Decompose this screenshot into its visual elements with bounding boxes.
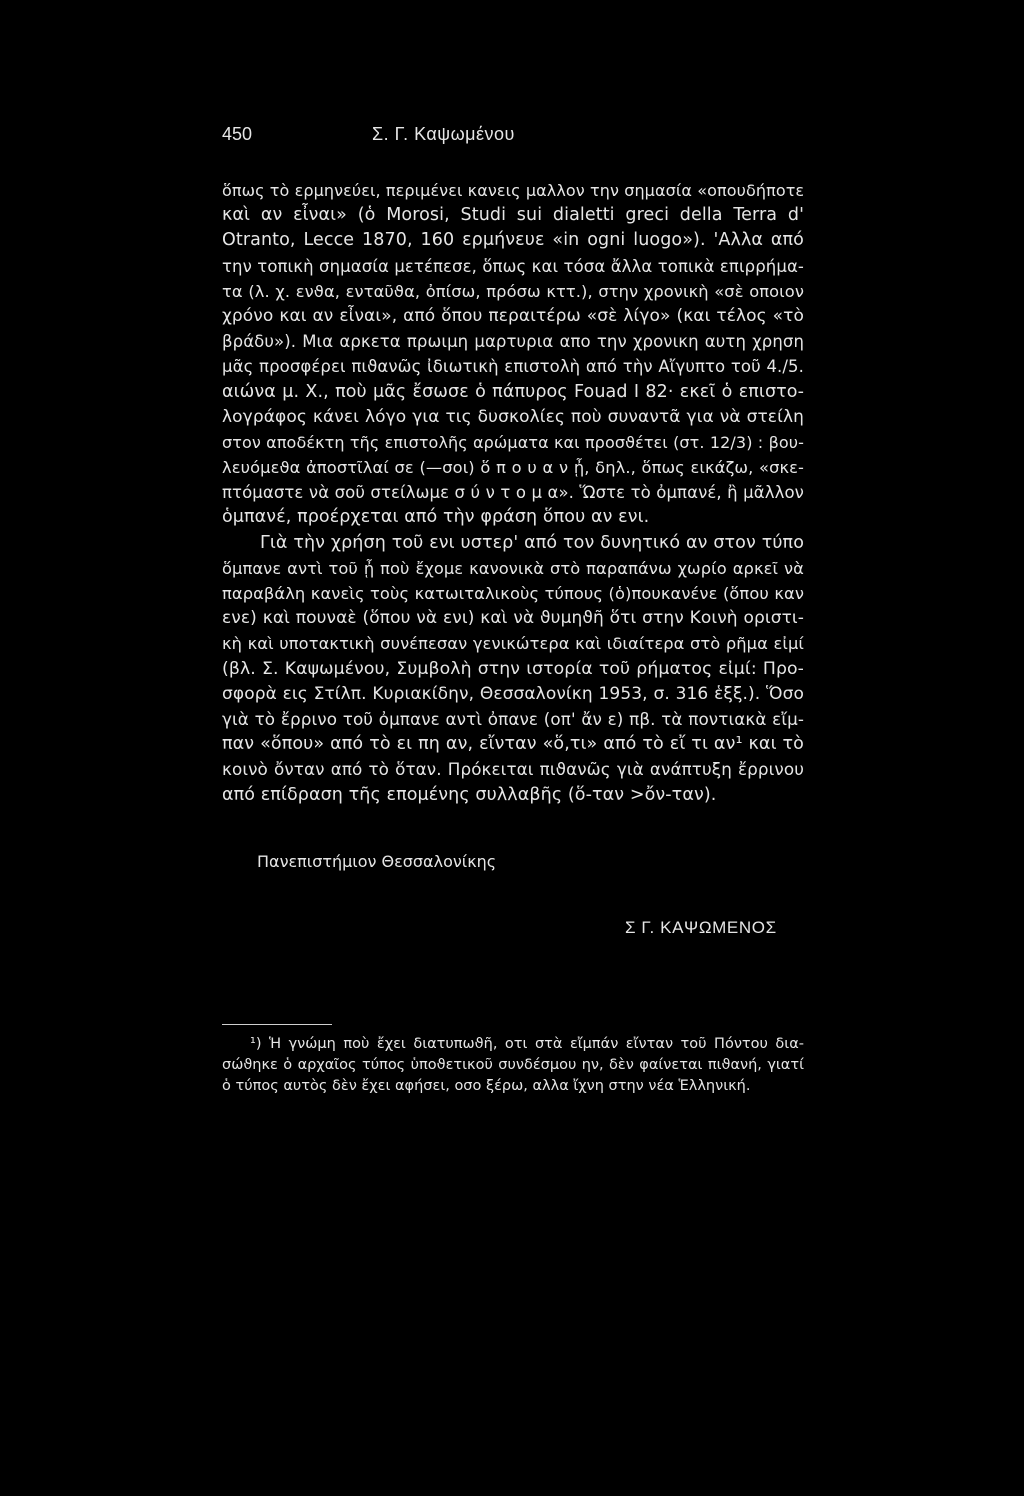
body-line: παραβάλη κανεὶς τοὺς κατωιταλικοὺς τύπους (ὁ)πουκανένε (ὅπου καν [222, 584, 804, 603]
body-line: ὁμπανέ, προέρχεται από τὴν φράση ὅπου αν ενι. [222, 507, 650, 528]
running-head: Σ. Γ. Καψωμένου [372, 124, 515, 144]
body-line: την τοπικὴ σημασία μετέπεσε, ὅπως και τόσα ἄλλα τοπικὰ επιρρήμα- [222, 256, 804, 276]
body-line: κὴ καὶ υποτακτικὴ συνέπεσαν γενικώτερα καὶ ιδιαίτερα στὸ ρῆμα εἰμί [222, 634, 804, 654]
affiliation: Πανεπιστήμιον Θεσσαλονίκης [257, 852, 497, 871]
page-header [222, 124, 804, 148]
footnote [222, 1034, 804, 1097]
body-line: παν «ὅπου» από τὸ ει πη αν, εἴνταν «ὅ,τι» από τὸ εἴ τι αν¹ και τὸ [222, 734, 804, 755]
author-signature: Σ Γ. ΚΑΨΩΜΕΝΟΣ [625, 918, 777, 937]
body-line: κοινὸ ὄνταν από τὸ ὅταν. Πρόκειται πιϑανῶς γιὰ ανάπτυξη ἔρρινου [222, 759, 804, 780]
body-line: Γιὰ τὴν χρήση τοῦ ενι υστερ' από τον δυνητικό αν στον τύπο [260, 532, 804, 553]
body-line: γιὰ τὸ ἔρρινο τοῦ ὀμπανε αντὶ ὀπανε (οπ' ἄν ε) πβ. τὰ ποντιακὰ εἴμ- [222, 708, 804, 729]
body-line: στον αποδέκτη τῆς επιστολῆς αρώματα και προσϑέτει (στ. 12/3) : βου- [222, 432, 804, 452]
footnote-rule [222, 1024, 332, 1025]
body-line: λογράφος κάνει λόγο για τις δυσκολίες ποὺ συναντᾶ για νὰ στείλη [222, 406, 804, 427]
body-line: από επίδραση τῆς επομένης συλλαβῆς (ὅ-ταν >ὄν-ταν). [222, 784, 717, 805]
body-line: σφορὰ εις Στίλπ. Κυριακίδην, Θεσσαλονίκη 1953, σ. 316 ἑξξ.). Ὅσο [222, 683, 804, 704]
body-line: βράδυ»). Μια αρκετα πρωιμη μαρτυρια απο την χρονικη αυτη χρηση [222, 332, 804, 352]
body-line: πτόμαστε νὰ σοῦ στείλωμε σ ύ ν τ ο μ α». Ὥστε τὸ ὀμπανέ, ἢ μᾶλλον [222, 483, 804, 503]
body-line: Otranto, Lecce 1870, 160 ερμήνευε «in ogni luogo»). 'Αλλα από [222, 230, 804, 251]
body-line: καὶ αν εἶναι» (ὁ Morosi, Studi sui dialetti greci della Terra d' [222, 205, 804, 226]
body-line: αιώνα μ. Χ., ποὺ μᾶς ἔσωσε ὁ πάπυρος Fouad I 82· εκεῖ ὁ επιστο- [222, 381, 804, 402]
body-line: λευόμεϑα ἀποστῖλαί σε (—σοι) ὅ π ο υ α ν ᾖ, δηλ., ὅπως εικάζω, «σκε- [222, 458, 804, 478]
body-line: ενε) καὶ πουναὲ (ὅπου νὰ ενι) καὶ νὰ ϑυμηϑῆ ὅτι στην Κοινὴ οριστι- [222, 608, 804, 629]
body-line: χρόνο και αν εἶναι», από ὅπου περαιτέρω «σὲ λίγο» (και τέλος «τὸ [222, 305, 804, 326]
body-line: (βλ. Σ. Καψωμένου, Συμβολὴ στην ιστορία τοῦ ρήματος εἰμί: Προ- [222, 658, 804, 679]
body-line: μᾶς προσφέρει πιϑανῶς ἰδιωτικὴ επιστολὴ από τὴν Αἴγυπτο τοῦ 4./5. [222, 357, 804, 377]
body-text [222, 178, 804, 808]
footnote-line: ¹) Ἡ γνώμη ποὺ ἔχει διατυπωϑῆ, οτι στὰ εἴμπάν εἴνταν τοῦ Πόντου δια- [250, 1036, 804, 1052]
body-line: ὅπως τὸ ερμηνεύει, περιμένει κανεις μαλλον την σημασία «οπουδήποτε [222, 181, 805, 200]
page-number: 450 [222, 124, 253, 144]
body-line: ὅμπανε αντὶ τοῦ ᾖ ποὺ ἔχομε κανονικὰ στὸ παραπάνω χωρίο αρκεῖ νὰ [222, 558, 804, 578]
body-line: τα (λ. χ. ενϑα, ενταῦϑα, ὀπίσω, πρόσω κττ.), στην χρονικὴ «σὲ οποιον [222, 281, 804, 301]
footnote-line: σώϑηκε ὁ αρχαῖος τύπος ὑποϑετικοῦ συνδέσμου ην, δὲν φαίνεται πιϑανή, γιατί [222, 1057, 804, 1073]
footnote-line: ὁ τύπος αυτὸς δὲν ἔχει αφήσει, οσο ξέρω, αλλα ἴχνη στην νέα Ἑλληνική. [222, 1078, 751, 1094]
